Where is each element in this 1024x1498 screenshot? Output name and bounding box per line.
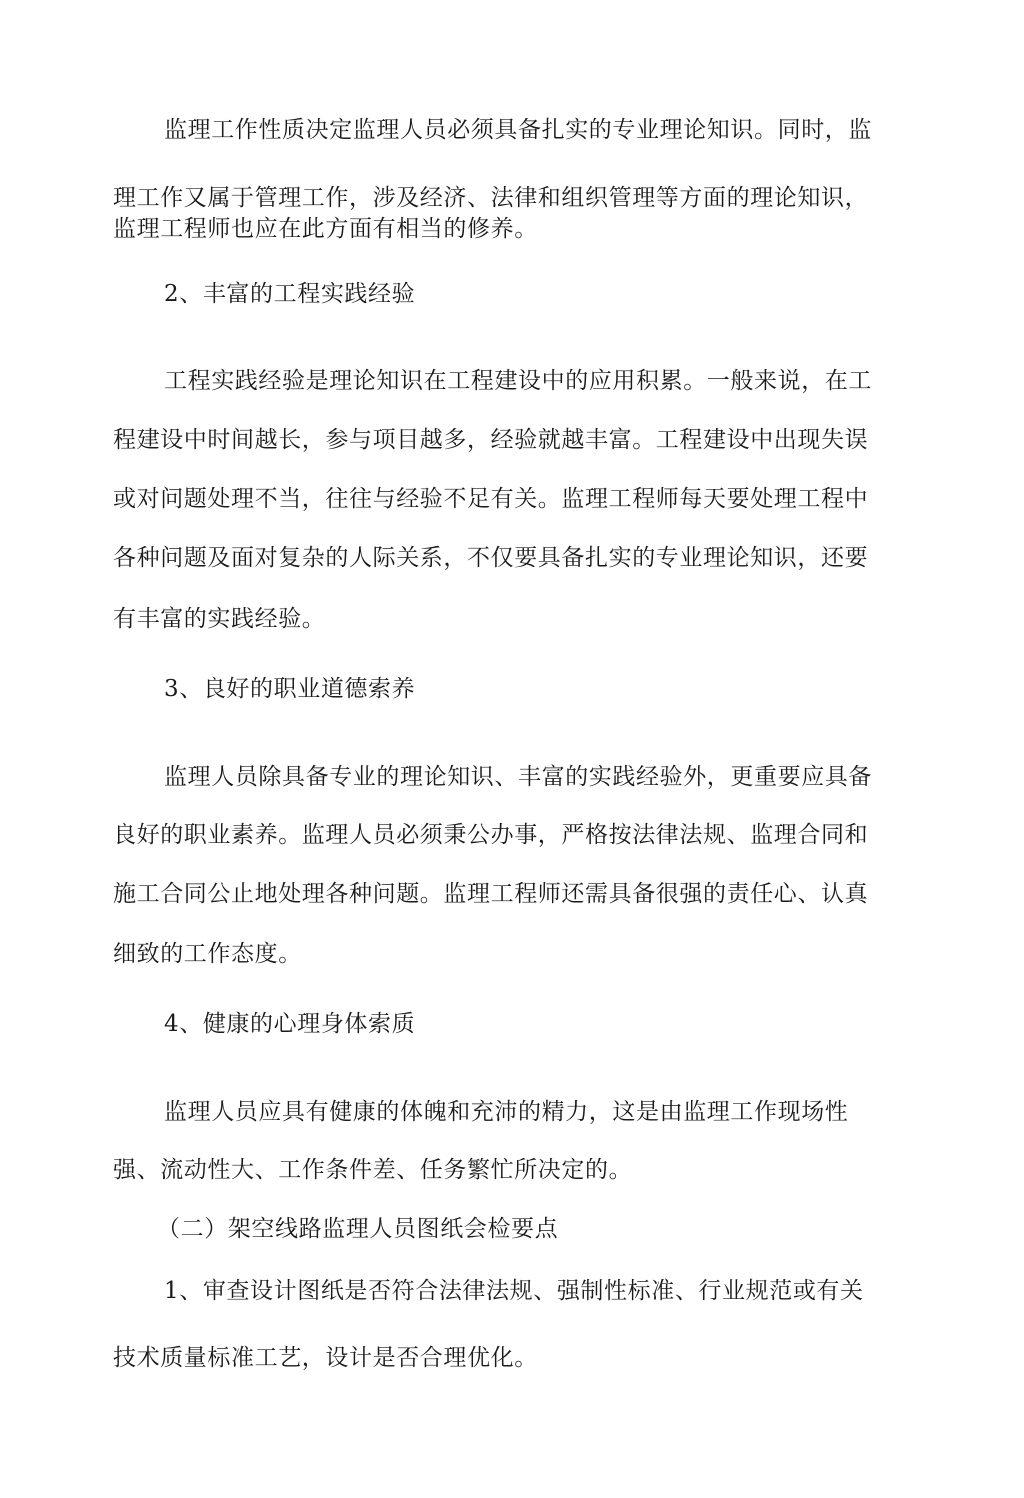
paragraph-line: 细致的工作态度。: [113, 941, 302, 967]
paragraph-line: 监理人员应具有健康的体魄和充沛的精力，这是由监理工作现场性: [164, 1099, 849, 1125]
paragraph-line: 工程实践经验是理论知识在工程建设中的应用积累。一般来说，在工: [164, 368, 872, 394]
paragraph-line: 监理工程师也应在此方面有相当的修养。: [113, 216, 538, 242]
subsection-heading: （二）架空线路监理人员图纸会检要点: [157, 1216, 559, 1242]
paragraph-line: 或对问题处理不当，往往与经验不足有关。监理工程师每天要处理工程中: [113, 486, 869, 512]
paragraph-line: 各种问题及面对复杂的人际关系，不仅要具备扎实的专业理论知识，还要: [113, 545, 869, 571]
paragraph-line: 施工合同公止地处理各种问题。监理工程师还需具备很强的责任心、认真: [113, 881, 869, 907]
paragraph-line: 监理人员除具备专业的理论知识、丰富的实践经验外，更重要应具备: [164, 764, 872, 790]
paragraph-line: 理工作又属于管理工作，涉及经济、法律和组织管理等方面的理论知识，: [113, 185, 869, 211]
paragraph-line: 强、流动性大、工作条件差、任务繁忙所决定的。: [113, 1157, 633, 1183]
paragraph-line: 1、审查设计图纸是否符合法律法规、强制性标准、行业规范或有关: [164, 1278, 864, 1304]
paragraph-line: 程建设中时间越长，参与项目越多，经验就越丰富。工程建设中出现失误: [113, 427, 869, 453]
paragraph-line: 技术质量标准工艺，设计是否合理优化。: [113, 1345, 538, 1371]
section-heading: 3、良好的职业道德索养: [164, 676, 416, 702]
paragraph-line: 良好的职业素养。监理人员必须秉公办事，严格按法律法规、监理合同和: [113, 822, 869, 848]
section-heading: 2、丰富的工程实践经验: [164, 281, 416, 307]
section-heading: 4、健康的心理身体索质: [164, 1011, 416, 1037]
paragraph-line: 有丰富的实践经验。: [113, 606, 326, 632]
paragraph-line: 监理工作性质决定监理人员必须具备扎实的专业理论知识。同时，监: [164, 117, 872, 143]
